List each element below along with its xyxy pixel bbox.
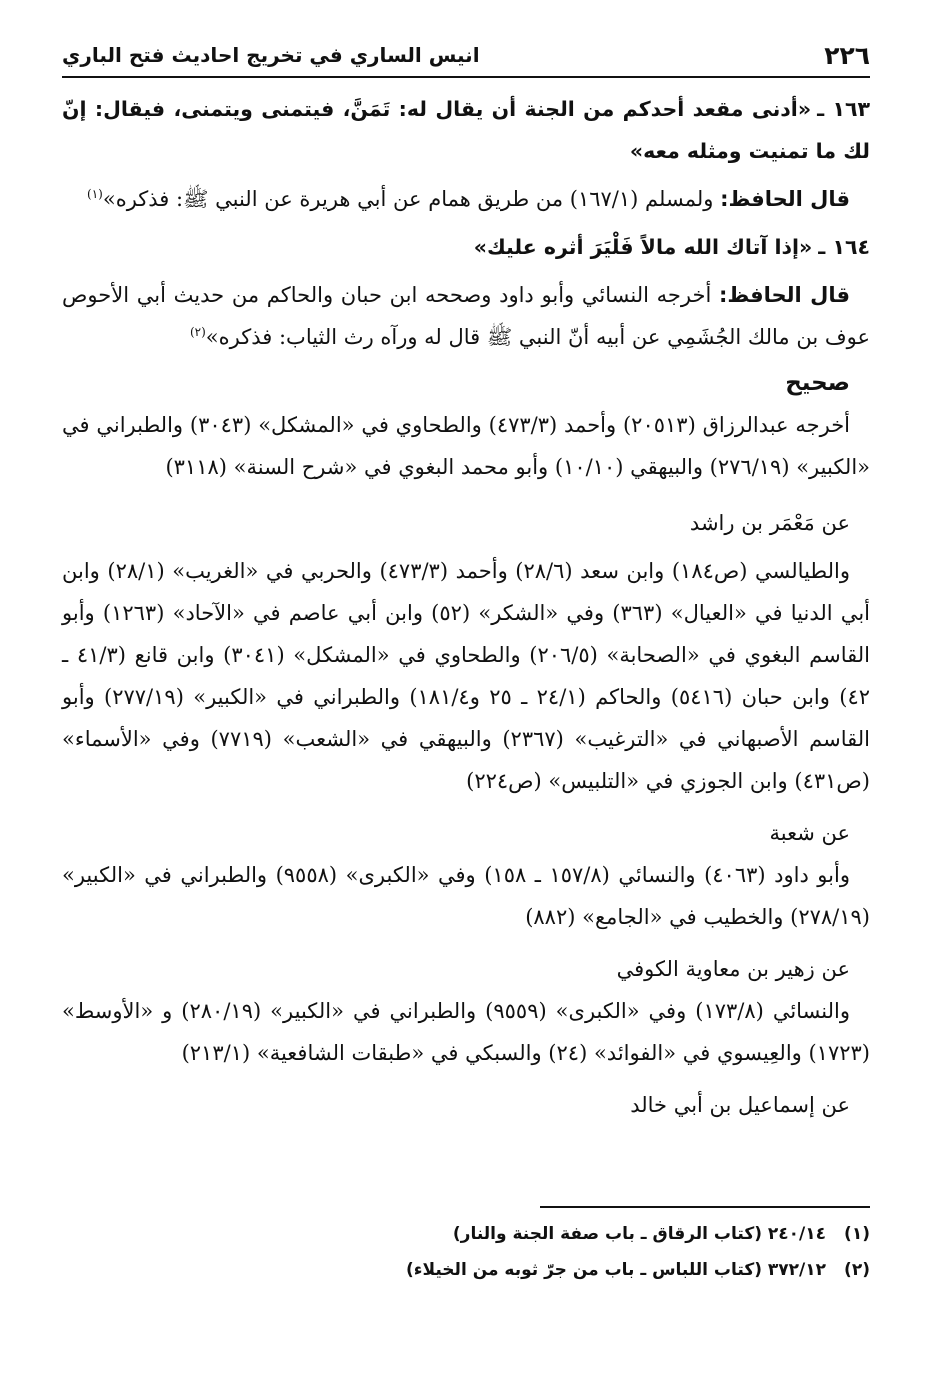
hadith-text: «إذا آتاك الله مالاً فَلْيَرَ أثره عليك» [473, 235, 813, 259]
comment-text: أخرجه النسائي وأبو داود وصححه ابن حبان والحاكم من حديث أبي الأحوص عوف بن مالك الجُشَمِي عن أبيه أنّ النبي ﷺ قال له ورآه رث الثياب: فذكره» [62, 283, 870, 349]
page-body [62, 88, 870, 1126]
hadith-text: «أدنى مقعد أحدكم من الجنة أن يقال له: تَمَنَّ، فيتمنى ويتمنى، فيقال: إنّ لك ما تمنيت ومثله معه» [62, 97, 870, 163]
footnote-ref-2: (٢) [189, 325, 206, 339]
page-number: ٢٢٦ [824, 40, 870, 70]
footnote-mark: (١) [844, 1224, 870, 1244]
footnote-2 [62, 1252, 870, 1288]
book-title: انيس الساري في تخريج احاديث فتح الباري [62, 43, 480, 67]
comment-label: قال الحافظ: [719, 283, 850, 307]
footnote-ref-1: (١) [87, 187, 103, 201]
footnote-text: ٣٧٢/١٢ (كتاب اللباس ـ باب من جرّ ثوبه من الخيلاء) [406, 1260, 826, 1280]
footnote-1 [62, 1216, 870, 1252]
takhrij-1: أخرجه عبدالرزاق (٢٠٥١٣) وأحمد (٤٧٣/٣) والطحاوي في «المشكل» (٣٠٤٣) والطبراني في «الكبير» (٢٧٦/١٩) والبيهقي (١٠/١٠) وأبو محمد البغوي في «شرح السنة» (٣١١٨) [62, 413, 870, 479]
chain-1: عن مَعْمَر بن راشد [689, 511, 850, 535]
footnote-rule [540, 1206, 870, 1208]
comment-text: ولمسلم (١٦٧/١) من طريق همام عن أبي هريرة عن النبي ﷺ: فذكره» [102, 187, 714, 211]
footnote-mark: (٢) [844, 1260, 870, 1280]
chain-4: عن إسماعيل بن أبي خالد [630, 1093, 850, 1117]
running-header [62, 36, 870, 74]
chain-3: عن زهير بن معاوية الكوفي [616, 957, 850, 981]
footnotes [62, 1216, 870, 1288]
takhrij-2: والطيالسي (ص١٨٤) وابن سعد (٢٨/٦) وأحمد (٤٧٣/٣) والحربي في «الغريب» (٢٨/١) وابن أبي الدنيا في «العيال» (٣٦٣) وفي «الشكر» (٥٢) وابن أبي عاصم في «الآحاد» (١٢٦٣) وأبو القاسم البغوي في «الصحابة» (٢٠٦/٥) والطحاوي في «المشكل» (٣٠٤١) وابن قانع (٤١/٣ ـ ٤٢) وابن حبان (٥٤١٦) والحاكم (٢٤/١ ـ ٢٥ و١٨١/٤) والطبراني في «الكبير» (٢٧٧/١٩) وأبو القاسم الأصبهاني في «الترغيب» (٢٣٦٧) والبيهقي في «الشعب» (٧٧١٩) وفي «الأسماء» (ص٤٣١) وابن الجوزي في «التلبيس» (ص٢٢٤) [62, 559, 871, 793]
hadith-number: ١٦٤ ـ [818, 235, 870, 259]
footnote-text: ٢٤٠/١٤ (كتاب الرقاق ـ باب صفة الجنة والنار) [452, 1224, 826, 1244]
hadith-164 [62, 226, 870, 268]
hafiz-comment-164 [62, 274, 870, 358]
hafiz-comment-163 [62, 178, 870, 220]
header-rule [62, 76, 870, 78]
chain-2: عن شعبة [769, 821, 850, 845]
comment-label: قال الحافظ: [720, 187, 850, 211]
grade-heading: صحيح [785, 370, 850, 396]
takhrij-4: والنسائي (١٧٣/٨) وفي «الكبرى» (٩٥٥٩) والطبراني في «الكبير» (٢٨٠/١٩) و «الأوسط» (١٧٢٣) والعِيسوي في «الفوائد» (٢٤) والسبكي في «طبقات الشافعية» (٢١٣/١) [62, 999, 870, 1065]
hadith-163 [62, 88, 870, 172]
takhrij-3: وأبو داود (٤٠٦٣) والنسائي (١٥٧/٨ ـ ١٥٨) وفي «الكبرى» (٩٥٥٨) والطبراني في «الكبير» (٢٧٨/١٩) والخطيب في «الجامع» (٨٨٢) [62, 863, 870, 929]
book-page [62, 36, 870, 1356]
hadith-number: ١٦٣ ـ [817, 97, 870, 121]
